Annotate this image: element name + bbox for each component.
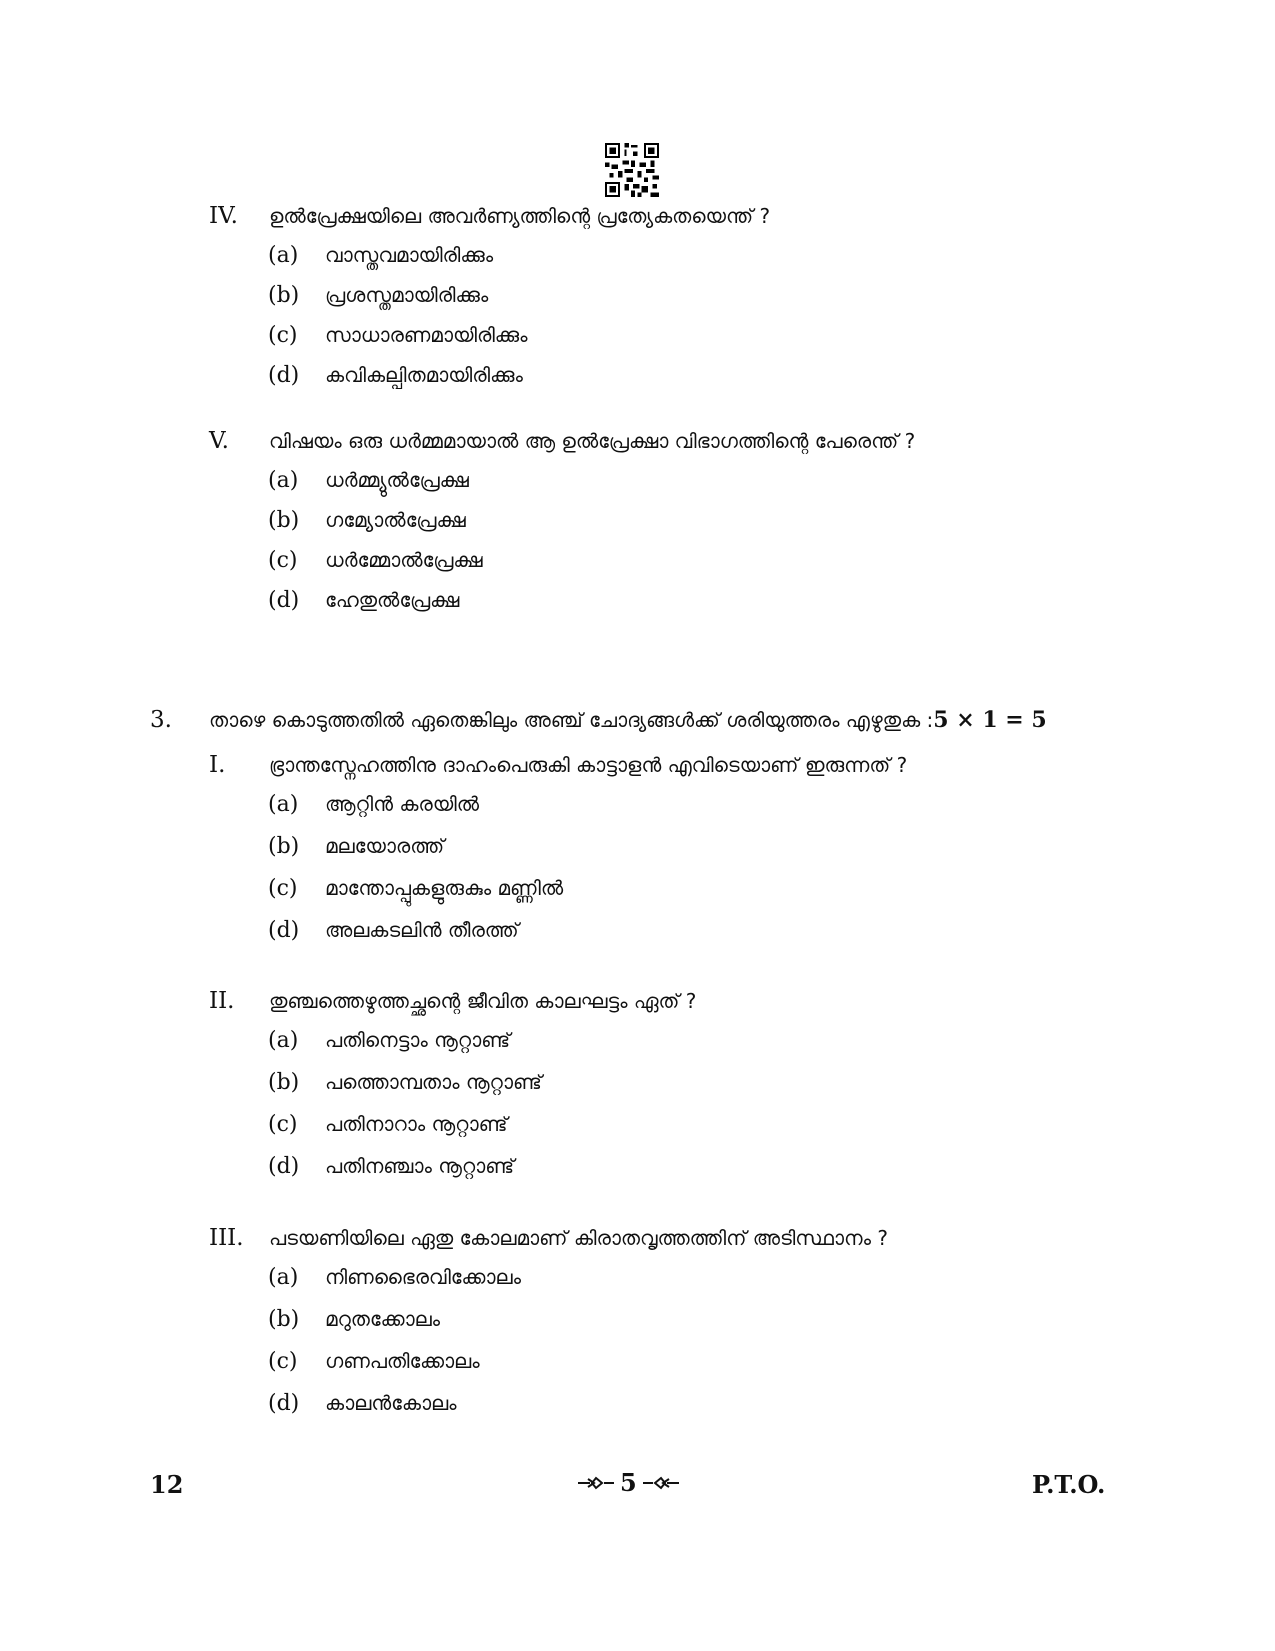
question-text: ഭ്രാന്തസ്നേഹത്തിനു ദാഹംപെരുകി കാട്ടാളൻ എവിടെയാണ് ഇരുന്നത് ? [269, 753, 908, 777]
pto-label: P.T.O. [1032, 1470, 1106, 1499]
option-letter: (d) [268, 918, 300, 943]
ornament-left-icon [578, 1476, 614, 1490]
page-number: 5 [620, 1468, 637, 1497]
question-text: വിഷയം ഒരു ധർമ്മമായാൽ ആ ഉൽപ്രേക്ഷാ വിഭാഗത്തിന്റെ പേരെന്ത് ? [269, 429, 916, 453]
question-label: IV. [209, 203, 238, 229]
option-letter: (c) [268, 1112, 298, 1137]
option-c [268, 1349, 480, 1374]
ornament-right-icon [643, 1476, 679, 1490]
question-label: II. [209, 988, 235, 1014]
question-iv [209, 203, 770, 229]
option-letter: (a) [268, 792, 299, 817]
option-text: മലയോരത്ത് [325, 834, 445, 858]
option-text: ആറ്റിൻ കരയിൽ [325, 792, 479, 816]
option-text: ഗമ്യോൽപ്രേക്ഷ [325, 508, 466, 532]
question-number: 3. [150, 707, 172, 733]
option-letter: (a) [268, 1028, 299, 1053]
option-letter: (c) [268, 1349, 298, 1374]
option-letter: (d) [268, 363, 300, 388]
question-iii [209, 1225, 888, 1251]
page-number-group [578, 1468, 679, 1497]
option-letter: (d) [268, 1391, 300, 1416]
question-i [209, 752, 907, 778]
option-letter: (b) [268, 834, 300, 859]
option-text: പതിനെട്ടാം നൂറ്റാണ്ട് [325, 1028, 511, 1052]
option-text: കാലൻകോലം [325, 1391, 457, 1415]
marks-allocation: 5 × 1 = 5 [933, 707, 1047, 733]
option-b [268, 508, 466, 533]
option-text: പ്രശസ്തമായിരിക്കും [325, 283, 489, 307]
option-letter: (d) [268, 1154, 300, 1179]
option-d [268, 363, 523, 388]
option-text: ഹേതുൽപ്രേക്ഷ [325, 588, 460, 612]
option-a [268, 1028, 510, 1053]
option-text: സാധാരണമായിരിക്കും [325, 323, 528, 347]
option-a [268, 1265, 521, 1290]
paper-code: 12 [150, 1470, 184, 1499]
option-text: അലകടലിൻ തീരത്ത് [325, 918, 519, 942]
question-label: I. [209, 752, 226, 778]
option-b [268, 834, 444, 859]
option-letter: (b) [268, 1307, 300, 1332]
option-letter: (b) [268, 1070, 300, 1095]
question-label: V. [209, 428, 229, 454]
option-b [268, 1070, 542, 1095]
option-letter: (a) [268, 243, 299, 268]
option-text: മറുതക്കോലം [325, 1307, 441, 1331]
option-d [268, 1154, 514, 1179]
option-letter: (d) [268, 588, 300, 613]
question-label: III. [209, 1225, 244, 1251]
option-d [268, 1391, 457, 1416]
option-letter: (c) [268, 548, 298, 573]
option-text: ഗണപതിക്കോലം [325, 1349, 480, 1373]
option-text: പതിനഞ്ചാം നൂറ്റാണ്ട് [325, 1154, 515, 1178]
option-letter: (c) [268, 876, 298, 901]
option-letter: (a) [268, 468, 299, 493]
option-text: ധർമ്മോൽപ്രേക്ഷ [325, 548, 483, 572]
option-c [268, 876, 563, 901]
option-c [268, 1112, 507, 1137]
option-letter: (c) [268, 323, 298, 348]
option-b [268, 283, 488, 308]
qr-code [605, 143, 659, 197]
option-d [268, 588, 459, 613]
option-text: നിണഭൈരവിക്കോലം [325, 1265, 521, 1289]
question-text: ഉൽപ്രേക്ഷയിലെ അവർണ്യത്തിന്റെ പ്രത്യേകതയെന്ത് ? [269, 204, 771, 228]
option-a [268, 792, 479, 817]
option-b [268, 1307, 440, 1332]
question-instruction: താഴെ കൊടുത്തതിൽ ഏതെങ്കിലും അഞ്ച് ചോദ്യങ്ങൾക്ക് ശരിയുത്തരം എഴുതുക : [209, 708, 934, 732]
option-d [268, 918, 519, 943]
question-v [209, 428, 915, 454]
option-c [268, 323, 528, 348]
option-text: മാന്തോപ്പുകളുരുകും മണ്ണിൽ [325, 876, 564, 900]
option-a [268, 243, 493, 268]
option-a [268, 468, 469, 493]
option-text: ധർമ്മ്യുൽപ്രേക്ഷ [325, 468, 469, 492]
option-letter: (b) [268, 508, 300, 533]
question-ii [209, 988, 696, 1014]
question-instruction-row [209, 707, 1047, 733]
question-text: പടയണിയിലെ ഏതു കോലമാണ് കിരാതവൃത്തത്തിന് അടിസ്ഥാനം ? [269, 1226, 888, 1250]
option-letter: (a) [268, 1265, 299, 1290]
option-c [268, 548, 483, 573]
option-text: പത്തൊമ്പതാം നൂറ്റാണ്ട് [325, 1070, 542, 1094]
option-letter: (b) [268, 283, 300, 308]
option-text: പതിനാറാം നൂറ്റാണ്ട് [325, 1112, 508, 1136]
option-text: വാസ്തവമായിരിക്കും [325, 243, 494, 267]
question-text: തുഞ്ചത്തെഴുത്തച്ഛന്റെ ജീവിത കാലഘട്ടം ഏത് ? [269, 989, 697, 1013]
option-text: കവികല്പിതമായിരിക്കും [325, 363, 523, 387]
